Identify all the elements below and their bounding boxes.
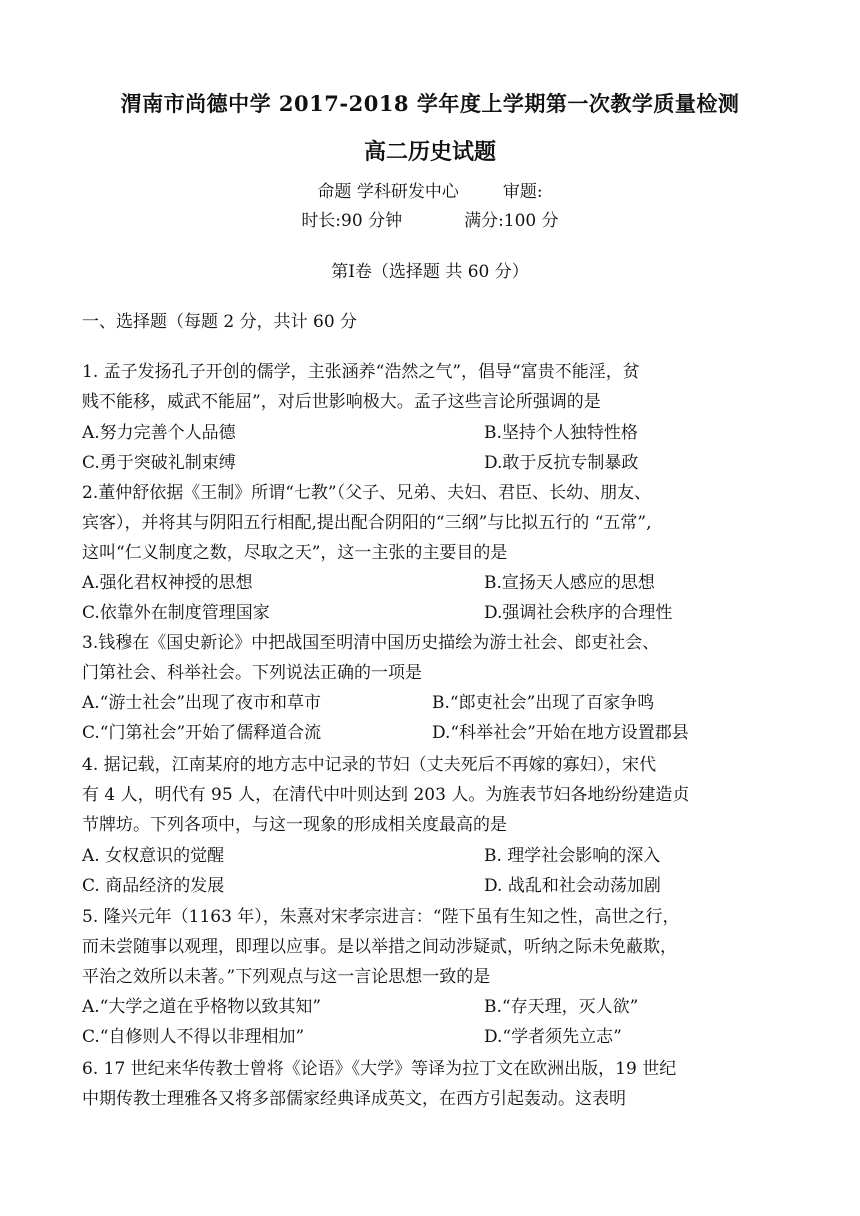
question-5-option-a: A.“大学之道在乎格物以致其知” xyxy=(82,997,322,1017)
question-5-options-row-1 xyxy=(82,992,782,1020)
question-2-options-row-1 xyxy=(82,568,782,596)
author-text: 命题 学科研发中心 xyxy=(317,182,459,202)
question-3-options-row-2 xyxy=(82,718,782,746)
question-3-line-1: 3.钱穆在《国史新论》中把战国至明清中国历史描绘为游士社会、郎吏社会、 xyxy=(82,633,660,653)
question-1-option-d: D.敢于反抗专制暴政 xyxy=(484,453,639,473)
question-3-option-a: A.“游士社会”出现了夜市和草市 xyxy=(82,693,322,713)
question-2-option-c: C.依靠外在制度管理国家 xyxy=(82,603,270,623)
question-5-line-3: 平治之效所以未著。”下列观点与这一言论思想一致的是 xyxy=(82,967,491,987)
question-5-line-2: 而未尝随事以观理，即理以应事。是以举措之间动涉疑贰，听纳之际未免蔽欺， xyxy=(82,937,677,957)
question-6-line-1: 6. 17 世纪来华传教士曾将《论语》《大学》等译为拉丁文在欧洲出版，19 世纪 xyxy=(82,1059,677,1079)
question-5-option-b: B.“存天理，灭人欲” xyxy=(484,997,639,1017)
exam-title: 渭南市尚德中学 2017-2018 学年度上学期第一次教学质量检测 xyxy=(120,91,740,116)
question-4-options-row-1 xyxy=(82,841,782,869)
exam-subtitle: 高二历史试题 xyxy=(363,139,496,165)
question-1-line-1: 1. 孟子发扬孔子开创的儒学，主张涵养“浩然之气”，倡导“富贵不能淫，贫 xyxy=(82,362,640,382)
question-4-option-b: B. 理学社会影响的深入 xyxy=(484,846,661,866)
full-score-text: 满分:100 分 xyxy=(464,211,559,231)
question-2-option-b: B.宣扬天人感应的思想 xyxy=(484,573,655,593)
question-1-option-c: C.勇于突破礼制束缚 xyxy=(82,453,236,473)
question-3-line-2: 门第社会、科举社会。下列说法正确的一项是 xyxy=(82,663,422,683)
duration-text: 时长:90 分钟 xyxy=(301,211,403,231)
question-5-option-d: D.“学者须先立志” xyxy=(484,1027,622,1047)
author-line xyxy=(0,177,860,202)
question-1-option-a: A.努力完善个人品德 xyxy=(82,423,236,443)
question-3-option-d: D.“科举社会”开始在地方设置郡县 xyxy=(432,723,689,743)
question-5-option-c: C.“自修则人不得以非理相加” xyxy=(82,1027,305,1047)
question-4-options-row-2 xyxy=(82,871,782,899)
question-5-line-1: 5. 隆兴元年（1163 年），朱熹对宋孝宗进言：“陛下虽有生知之性，高世之行， xyxy=(82,907,680,927)
question-4-line-3: 节牌坊。下列各项中，与这一现象的形成相关度最高的是 xyxy=(82,815,507,835)
question-2-line-3: 这叫“仁义制度之数，尽取之天”，这一主张的主要目的是 xyxy=(82,543,508,563)
question-3-option-b: B.“郎吏社会”出现了百家争鸣 xyxy=(432,693,655,713)
question-5-options-row-2 xyxy=(82,1022,782,1050)
part-heading: 第Ⅰ卷（选择题 共 60 分） xyxy=(331,262,529,282)
question-2-line-1: 2.董仲舒依据《王制》所谓“七教”（父子、兄弟、夫妇、君臣、长幼、朋友、 xyxy=(82,483,652,503)
exam-info-line xyxy=(0,206,860,231)
question-6-line-2: 中期传教士理雅各又将多部儒家经典译成英文，在西方引起轰动。这表明 xyxy=(82,1089,626,1109)
question-1-options-row-2 xyxy=(82,448,782,476)
question-3-options-row-1 xyxy=(82,688,782,716)
reviewer-text: 审题: xyxy=(502,182,543,202)
question-4-line-2: 有 4 人，明代有 95 人，在清代中叶则达到 203 人。为旌表节妇各地纷纷建造贞 xyxy=(82,785,690,805)
question-1-option-b: B.坚持个人独特性格 xyxy=(484,423,638,443)
question-2-options-row-2 xyxy=(82,598,782,626)
question-2-line-2: 宾客），并将其与阴阳五行相配,提出配合阴阳的“三纲”与比拟五行的 “五常”, xyxy=(82,513,652,533)
question-1-line-2: 贱不能移，威武不能屈”，对后世影响极大。孟子这些言论所强调的是 xyxy=(82,392,601,412)
question-4-option-c: C. 商品经济的发展 xyxy=(82,876,225,896)
question-2-option-a: A.强化君权神授的思想 xyxy=(82,573,253,593)
question-3-option-c: C.“门第社会”开始了儒释道合流 xyxy=(82,723,322,743)
question-2-option-d: D.强调社会秩序的合理性 xyxy=(484,603,673,623)
question-4-line-1: 4. 据记载，江南某府的地方志中记录的节妇（丈夫死后不再嫁的寡妇），宋代 xyxy=(82,755,657,775)
question-4-option-a: A. 女权意识的觉醒 xyxy=(82,846,225,866)
question-4-option-d: D. 战乱和社会动荡加剧 xyxy=(484,876,661,896)
question-1-options-row-1 xyxy=(82,418,782,446)
section-heading: 一、选择题（每题 2 分，共计 60 分 xyxy=(82,312,358,332)
